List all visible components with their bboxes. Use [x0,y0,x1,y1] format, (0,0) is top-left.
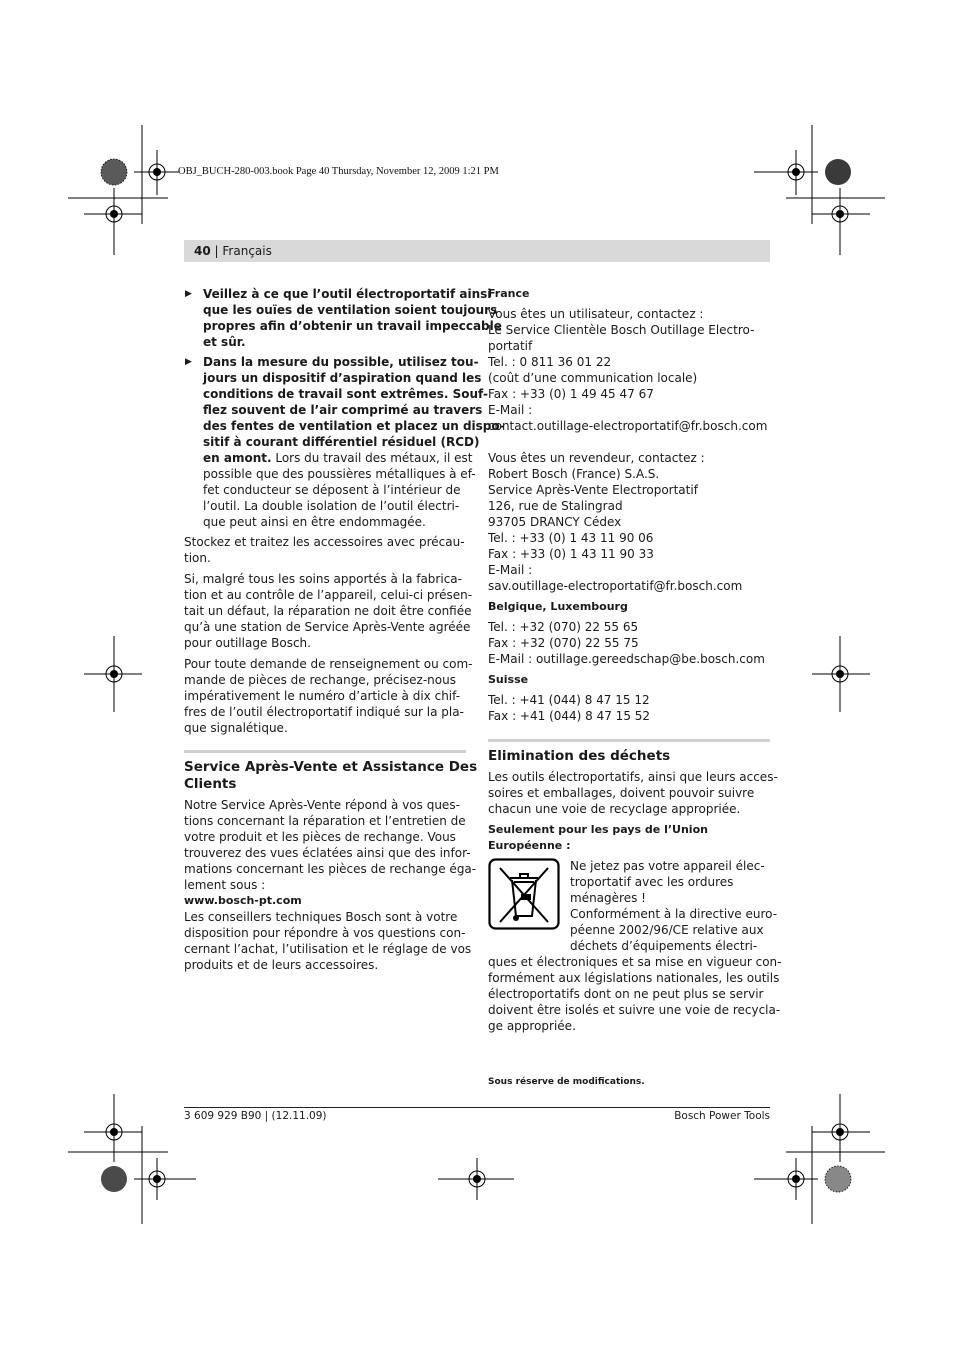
text-line: 93705 DRANCY Cédex [488,515,622,529]
paragraph-storage [184,534,466,566]
email-link[interactable]: contact.outillage-electroportatif@fr.bosch.com [488,419,768,433]
text-line: cernant l’achat, l’utilisation et le réglage de vos [184,942,472,956]
belgium-contact [488,619,770,667]
text-line: Pour toute demande de renseignement ou com- [184,657,473,671]
bullet-line: propres afin d’obtenir un travail impeccable [203,319,502,333]
france-dealer-contact [488,450,770,594]
text-line: Fax : +33 (0) 1 49 45 47 67 [488,387,654,401]
heading-line: Européenne : [488,839,571,852]
print-info-line: OBJ_BUCH-280-003.book Page 40 Thursday, November 12, 2009 1:21 PM [178,166,499,177]
france-user-contact [488,306,770,434]
text-line: Ne jetez pas votre appareil élec- [570,859,765,873]
text-line: lement sous : [184,878,266,892]
heading-france: France [488,287,530,300]
text-line: Robert Bosch (France) S.A.S. [488,467,660,481]
text-line: Vous êtes un utilisateur, contactez : [488,307,704,321]
reserve-notice: Sous réserve de modifications. [488,1077,645,1087]
bullet-line: possible que des poussières métalliques à ef- [203,467,476,481]
bullet-line: des fentes de ventilation et placez un dispo- [203,419,505,433]
text-line: doivent être isolés et suivre une voie de recycla- [488,1003,781,1017]
bullet-line: Veillez à ce que l’outil électroportatif ainsi [203,287,492,301]
weee-block [488,858,778,954]
bullet-line: conditions de travail sont extrêmes. Souf- [203,387,488,401]
paragraph-spare-parts [184,656,473,736]
text-line: pour outillage Bosch. [184,636,311,650]
bold-run: en amont. [203,451,272,465]
text-line: Fax : +41 (044) 8 47 15 52 [488,709,651,723]
section-title-disposal: Elimination des déchets [488,748,671,764]
text-line: électroportatifs dont on ne peut plus se servir [488,987,764,1001]
text-line: E-Mail : [488,563,533,577]
text-line: tion et au contrôle de l’appareil, celui-ci présen- [184,588,473,602]
text-line: Fax : +32 (070) 22 55 75 [488,636,639,650]
bullet-dust-extraction [184,354,505,530]
bullet-line: fet conducteur se déposent à l’intérieur de [203,483,461,497]
text-line: disposition pour répondre à vos questions con- [184,926,466,940]
website-link[interactable]: www.bosch-pt.com [184,894,302,907]
text-line: Les outils électroportatifs, ainsi que leurs acces- [488,770,778,784]
text-line: ménagères ! [570,891,646,905]
bullet-line: flez souvent de l’air comprimé au travers [203,403,483,417]
section-title-service [184,759,478,793]
eu-text-full [488,954,782,1034]
advisors-text [184,909,472,973]
text-line: Les conseillers techniques Bosch sont à votre [184,910,458,924]
text-line: Service Après-Vente Electroportatif [488,483,698,497]
text-line: trouverez des vues éclatées ainsi que des infor- [184,846,471,860]
normal-run: Lors du travail des métaux, il est [271,451,473,465]
bullet-line: jours un dispositif d’aspiration quand les [203,371,482,385]
text-line: Le Service Clientèle Bosch Outillage Electro- [488,323,755,337]
email-link[interactable]: sav.outillage-electroportatif@fr.bosch.com [488,579,743,593]
text-line: tait un défaut, la réparation ne doit être confiée [184,604,472,618]
footer-document-id: 3 609 929 B90 | (12.11.09) [184,1110,327,1122]
text-line: Tel. : 0 811 36 01 22 [488,355,612,369]
text-line: déchets d’équipements électri- [570,939,758,953]
bullet-line: et sûr. [203,335,246,349]
heading-belgium: Belgique, Luxembourg [488,600,628,613]
text-line: portatif [488,339,533,353]
text-line: produits et de leurs accessoires. [184,958,379,972]
text-line: chacun une voie de recyclage appropriée. [488,802,741,816]
page-header-bar [184,240,770,262]
bullet-arrow-icon: ▶ [185,289,192,299]
text-line: que signalétique. [184,721,288,735]
heading-eu [488,822,770,854]
text-line: Stockez et traitez les accessoires avec précau- [184,535,465,549]
text-line: fres de l’outil électroportatif indiqué sur la pla- [184,705,464,719]
text-line: votre produit et les pièces de rechange. Vous [184,830,456,844]
text-line: Tel. : +33 (0) 1 43 11 90 06 [488,531,654,545]
text-line: Tel. : +32 (070) 22 55 65 [488,620,639,634]
header-language: Français [222,244,272,258]
text-line: ge appropriée. [488,1019,576,1033]
swiss-contact [488,692,770,724]
title-line: Clients [184,776,237,792]
service-text [184,797,477,893]
heading-line: Seulement pour les pays de l’Union [488,823,708,836]
bullet-line [203,450,473,466]
bullet-line: que peut ainsi en être endommagée. [203,515,426,529]
text-line: Si, malgré tous les soins apportés à la fabrica- [184,572,462,586]
bullet-line: que les ouïes de ventilation soient toujours [203,303,498,317]
text-line: ques et électroniques et sa mise en vigueur con- [488,955,782,969]
paragraph-repair [184,571,473,651]
footer-brand: Bosch Power Tools [674,1110,770,1122]
text-line: formément aux législations nationales, les outils [488,971,780,985]
text-line: Fax : +33 (0) 1 43 11 90 33 [488,547,654,561]
text-line: péenne 2002/96/CE relative aux [570,923,764,937]
footer-divider [184,1107,770,1108]
page-header [194,243,272,259]
text-line: mations concernant les pièces de rechange éga- [184,862,477,876]
bullet-ventilation [184,286,502,350]
text-line: Vous êtes un revendeur, contactez : [488,451,705,465]
text-line: troportatif avec les ordures [570,875,734,889]
text-line: mande de pièces de rechange, précisez-nous [184,673,456,687]
text-line: tions concernant la réparation et l’entretien de [184,814,466,828]
crossed-out-wheelie-bin-icon [488,858,560,930]
right-column [488,286,782,1034]
text-line: qu’à une station de Service Après-Vente agréée [184,620,471,634]
text-line: E-Mail : [488,403,533,417]
header-separator: | [214,244,219,258]
text-line: impérativement le numéro d’article à dix chif- [184,689,461,703]
text-line: soires et emballages, doivent pouvoir suivre [488,786,755,800]
text-line: Notre Service Après-Vente répond à vos ques- [184,798,460,812]
bullet-line: Dans la mesure du possible, utilisez tou- [203,355,479,369]
text-line: 126, rue de Stalingrad [488,499,623,513]
bullet-line: l’outil. La double isolation de l’outil électri- [203,499,460,513]
text-line: Conformément à la directive euro- [570,907,778,921]
bullet-arrow-icon: ▶ [185,357,192,367]
email-link[interactable]: E-Mail : outillage.gereedschap@be.bosch.com [488,652,765,666]
title-line: Service Après-Vente et Assistance Des [184,759,478,775]
disposal-text [488,769,778,817]
section-divider [184,750,466,753]
page-number: 40 [194,244,211,258]
text-line: (coût d’une communication locale) [488,371,698,385]
left-column [184,286,505,973]
section-divider [488,739,770,742]
bullet-line: sitif à courant différentiel résiduel (RCD) [203,435,480,449]
heading-swiss: Suisse [488,673,529,686]
text-line: tion. [184,551,211,565]
text-line: Tel. : +41 (044) 8 47 15 12 [488,693,650,707]
